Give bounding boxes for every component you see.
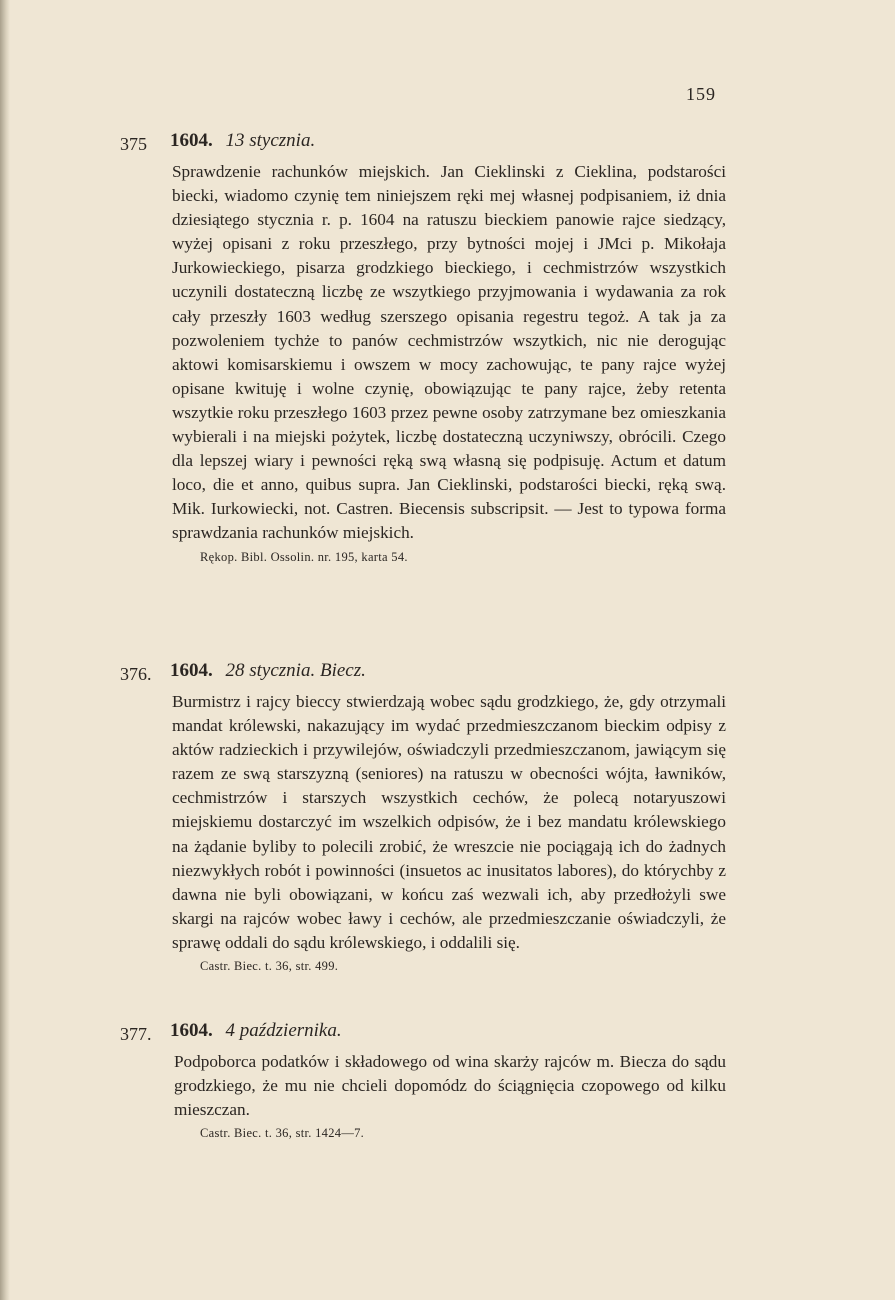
entry-number: 375 [120,134,147,154]
page-edge [0,0,10,1300]
entry-number: 376. [120,664,152,684]
entry-heading [120,130,726,160]
entry-377 [120,1020,726,1141]
entry-375 [120,130,726,565]
entry-date [170,660,366,682]
entry-heading [120,1020,726,1050]
entry-text: Podpoborca podatków i składowego od wina skarży rajców m. Biecza do sądu grodzkiego, że mu nie chcieli dopomódz do ściągnięcia czopowego od kilku mieszczan. [174,1052,726,1120]
entry-source: Rękop. Bibl. Ossolin. nr. 195, karta 54. [200,549,408,564]
entry-text: Burmistrz i rajcy bieccy stwierdzają wobec sądu grodzkiego, że, gdy otrzymali mandat królewski, nakazujący im wydać przedmieszczanom bieckim odpisy z aktów radzieckich i przywilejów, oświadczyli przedmieszczanom, jawiącym się razem ze swą starszyzną (seniores) na ratuszu w obecności wójta, ławników, cechmistrzów i starszych wszystkich cechów, że polecą notaryuszowi miejskiemu dostarczyć im wszelkich odpisów, że i bez mandatu królewskiego na żądanie byliby to polecili zrobić, że wreszcie nie pociągają ich do żadnych niezwykłych robót i powinności (insuetos ac inusitatos labores), do którychby z dawna nie byli obowiązani, w końcu zaś wezwali ich, aby przedłożyli swe skargi na rajców wobec ławy i cechów, ale przedmieszczanie oświadczyli, że sprawę oddali do sądu królewskiego, i oddalili się. [172,692,726,952]
entry-heading [120,660,726,690]
entry-day: 13 stycznia. [225,130,316,151]
entry-year: 1604. [170,130,213,151]
entry-376 [120,660,726,974]
entry-day: 4 października. [225,1020,342,1041]
entry-date [170,130,315,152]
entry-year: 1604. [170,1020,213,1041]
page-number: 159 [686,84,716,104]
entry-source: Castr. Biec. t. 36, str. 1424—7. [200,1126,365,1141]
entry-number: 377. [120,1024,152,1044]
entry-date [170,1020,342,1042]
entry-day: 28 stycznia. Biecz. [225,660,366,681]
entry-text: Sprawdzenie rachunków miejskich. Jan Cieklinski z Cieklina, podstarości biecki, wiadomo czynię tem niniejszem ręki mej własnej podpisaniem, iż dnia dziesiątego stycznia r. p. 1604 na ratuszu bieckiem panowie rajce siedzący, wyżej opisani z roku przeszłego, przy bytności mojej i JMci p. Mikołaja Jurkowieckiego, pisarza grodzkiego bieckiego, i cechmistrzów wszystkich uczynili dostateczną liczbę ze wszytkiego przyjmowania i wydawania za rok cały przeszły 1603 według szerszego opisania regestru tegoż. A tak ja za pozwoleniem tychże to panów cechmistrzów wszytkich, nic nie derogując aktowi komisarskiemu i owszem w mocy zachowując, te pany rajce wyżej opisane kwituję i wolne czynię, obowiązując te pany rajce, żeby retenta wszytkie roku przeszłego 1603 przez pewne osoby zatrzymane bez omieszkania wybierali i na miejski pożytek, liczbę dostateczną uczyniwszy, obrócili. Czego dla lepszej wiary i pewności ręką swą własną się podpisuję. Actum et datum loco, die et anno, quibus supra. Jan Cieklinski, podstarości biecki, ręką swą. Mik. Iurkowiecki, not. Castren. Biecensis subscripsit. — Jest to typowa forma sprawdzania rachunków miejskich. [172,162,726,543]
entry-source: Castr. Biec. t. 36, str. 499. [200,959,339,974]
entry-year: 1604. [170,660,213,681]
